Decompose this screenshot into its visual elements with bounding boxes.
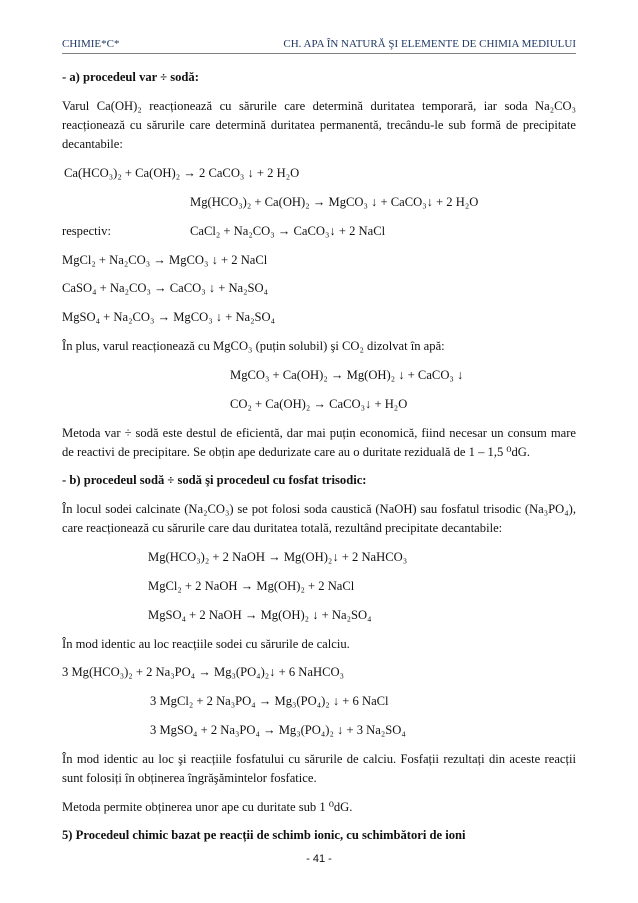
section-b-title: - b) procedeul sodă ÷ sodă şi procedeul cu fosfat trisodic: <box>62 473 367 487</box>
paragraph-line: decantabile: <box>62 137 123 151</box>
equation: Ca(HCO₃)₂ + Ca(OH)₂ → 2 CaCO₃ ↓ + 2 H₂O <box>64 166 300 180</box>
paragraph-line: care reacționează cu sărurile care dau duritatea totală, rezultând precipitate decantabile: <box>62 521 503 535</box>
equation: MgCl₂ + 2 NaOH → Mg(OH)₂ + 2 NaCl <box>148 579 355 593</box>
equation: 3 MgCl₂ + 2 Na₃PO₄ → Mg₃(PO₄)₂ ↓ + 6 NaCl <box>150 694 389 708</box>
paragraph-line: Varul Ca(OH)₂ reacționează cu sărurile care determină duritatea temporară, iar soda Na₂CO₃ <box>62 99 576 113</box>
equation: Mg(HCO₃)₂ + 2 NaOH → Mg(OH)₂↓ + 2 NaHCO₃ <box>148 550 408 564</box>
equation: CaSO₄ + Na₂CO₃ → CaCO₃ ↓ + Na₂SO₄ <box>62 281 269 295</box>
header-right-title: CH. APA ÎN NATURĂ ŞI ELEMENTE DE CHIMIA MEDIULUI <box>283 38 576 50</box>
paragraph-line: Metoda var ÷ sodă este destul de eficientă, dar mai puțin economică, fiind necesar un consum mare <box>62 426 576 440</box>
paragraph-line: sunt folosiți în obținerea îngrăşămintelor fosfatice. <box>62 771 317 785</box>
equation: Mg(HCO₃)₂ + Ca(OH)₂ → MgCO₃ ↓ + CaCO₃↓ + 2 H₂O <box>190 195 479 209</box>
equation: MgSO₄ + Na₂CO₃ → MgCO₃ ↓ + Na₂SO₄ <box>62 310 276 324</box>
equation: CO₂ + Ca(OH)₂ → CaCO₃↓ + H₂O <box>230 397 408 411</box>
header-left-title: CHIMIE*C* <box>62 38 120 50</box>
page-number: - 41 - <box>306 853 332 865</box>
section-5-title: 5) Procedeul chimic bazat pe reacții de schimb ionic, cu schimbători de ioni <box>62 828 466 842</box>
equation: CaCl₂ + Na₂CO₃ → CaCO₃↓ + 2 NaCl <box>190 224 386 238</box>
paragraph-line: de reactivi de precipitare. Se obțin ape dedurizate care au o duritate reziduală de 1 – 1,5 ⁰dG. <box>62 445 531 459</box>
page-header <box>62 36 576 54</box>
equation-label: respectiv: <box>62 224 111 238</box>
paragraph-line: În mod identic au loc şi reacțiile fosfatului cu sărurile de calciu. Fosfații rezultați din aceste reacții <box>62 752 576 766</box>
equation: MgCl₂ + Na₂CO₃ → MgCO₃ ↓ + 2 NaCl <box>62 253 268 267</box>
section-a-title: - a) procedeul var ÷ sodă: <box>62 70 199 84</box>
paragraph-line: În plus, varul reacționează cu MgCO₃ (puțin solubil) şi CO₂ dizolvat în apă: <box>62 339 445 353</box>
paragraph-line: În mod identic au loc reacțiile sodei cu sărurile de calciu. <box>62 637 350 651</box>
equation: 3 Mg(HCO₃)₂ + 2 Na₃PO₄ → Mg₃(PO₄)₂↓ + 6 NaHCO₃ <box>62 665 344 679</box>
paragraph-line: Metoda permite obținerea unor ape cu duritate sub 1 ⁰dG. <box>62 800 353 814</box>
equation: MgSO₄ + 2 NaOH → Mg(OH)₂ ↓ + Na₂SO₄ <box>148 608 372 622</box>
equation: MgCO₃ + Ca(OH)₂ → Mg(OH)₂ ↓ + CaCO₃ ↓ <box>230 368 464 382</box>
paragraph-line: În locul sodei calcinate (Na₂CO₃) se pot folosi soda caustică (NaOH) sau fosfatul trisodic (Na₃PO₄), <box>62 502 576 516</box>
equation: 3 MgSO₄ + 2 Na₃PO₄ → Mg₃(PO₄)₂ ↓ + 3 Na₂SO₄ <box>150 723 406 737</box>
paragraph-line: reacționează cu sărurile care determină duritatea permanentă, trecându-le sub formă de precipitate <box>62 118 576 132</box>
